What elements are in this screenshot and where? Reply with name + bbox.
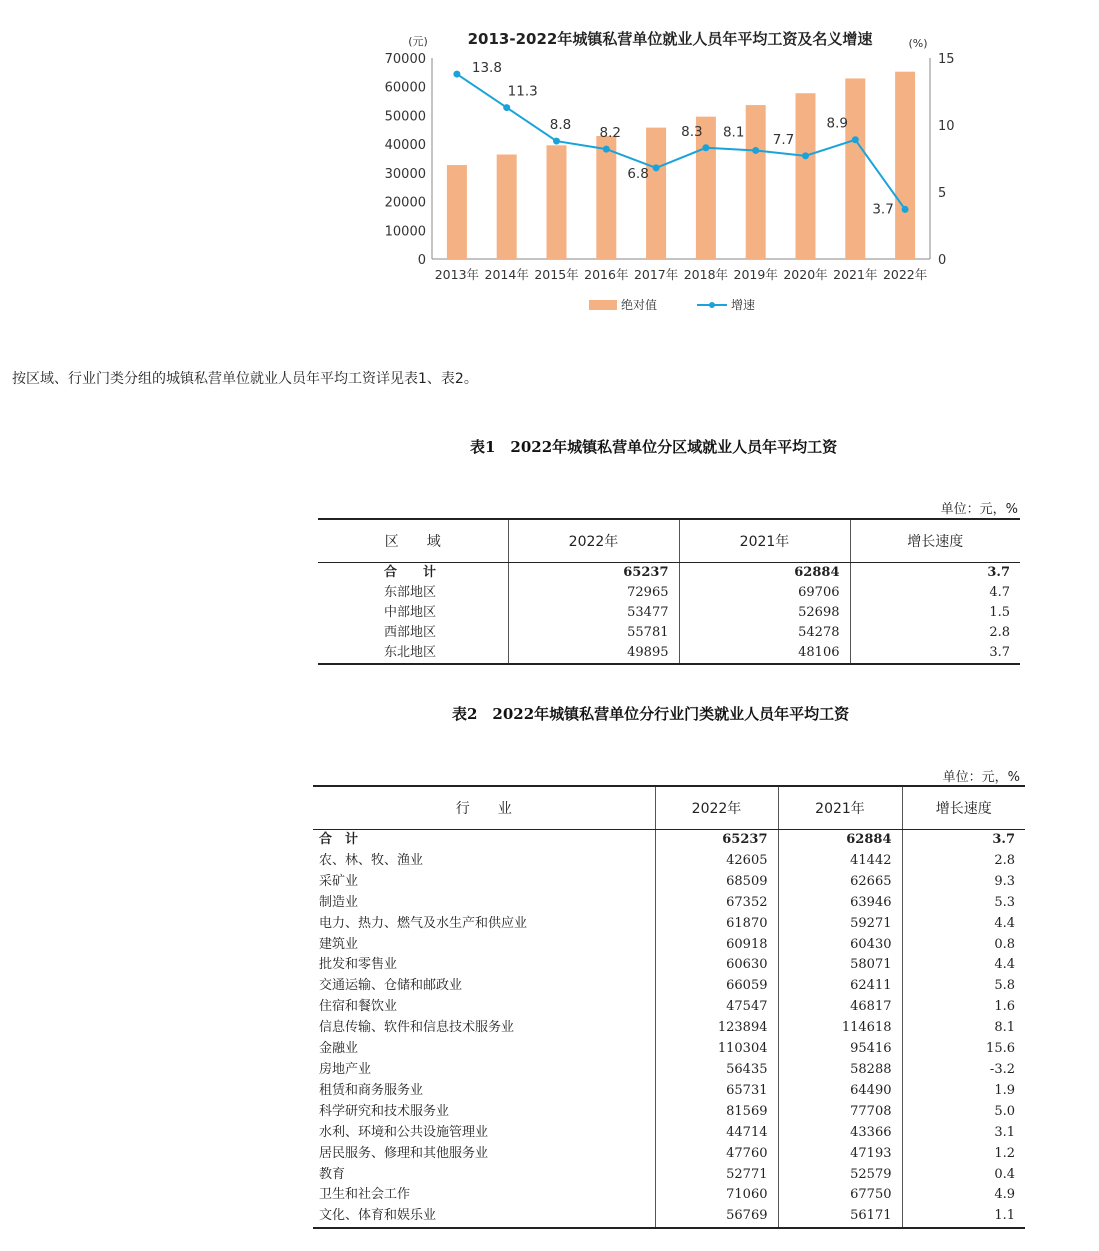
growth-data-label: 8.9 (826, 115, 849, 132)
row-value: 60918 (655, 935, 778, 956)
row-value: 1.6 (902, 997, 1025, 1018)
table1-header-1: 2022年 (508, 519, 679, 563)
row-value: 8.1 (902, 1018, 1025, 1039)
growth-data-label: 8.8 (549, 117, 572, 134)
row-value: 72965 (508, 583, 679, 603)
growth-point (453, 71, 460, 78)
legend-line-label: 增速 (731, 298, 756, 312)
row-label: 租赁和商务服务业 (319, 1082, 424, 1098)
table-row (313, 830, 1025, 851)
row-value: 55781 (508, 623, 679, 643)
legend-bar-swatch (589, 300, 617, 310)
row-value: 65237 (655, 830, 778, 851)
table-row (313, 1123, 1025, 1144)
row-label: 合 计 (318, 563, 508, 584)
row-label: 卫生和社会工作 (319, 1187, 411, 1203)
row-value: 71060 (655, 1185, 778, 1206)
growth-data-label: 11.3 (507, 83, 538, 100)
row-value: 4.7 (850, 583, 1020, 603)
table-row (318, 563, 1020, 584)
growth-point (752, 147, 759, 154)
wage-chart (370, 20, 970, 325)
right-tick-label: 5 (938, 186, 947, 201)
industry-wage-table (313, 785, 1025, 1229)
bar-2019年 (746, 105, 766, 259)
x-tick-label: 2019年 (733, 267, 778, 282)
row-label: 信息传输、软件和信息技术服务业 (319, 1020, 515, 1036)
table-row (313, 1018, 1025, 1039)
table1-header-2: 2021年 (679, 519, 850, 563)
left-tick-label: 50000 (384, 109, 426, 125)
row-value: 60630 (655, 955, 778, 976)
left-tick-label: 20000 (384, 195, 426, 211)
row-value: 64490 (778, 1081, 902, 1102)
growth-point (553, 138, 560, 145)
row-value: 81569 (655, 1102, 778, 1123)
row-value: 15.6 (902, 1039, 1025, 1060)
table-row (313, 1060, 1025, 1081)
row-value: 54278 (679, 623, 850, 643)
row-label: 合 计 (313, 830, 655, 851)
growth-data-label: 3.7 (872, 201, 894, 218)
growth-point (603, 146, 610, 153)
table-row (313, 1165, 1025, 1186)
row-value: 0.4 (902, 1165, 1025, 1186)
region-wage-table (318, 518, 1020, 665)
row-value: 62884 (679, 563, 850, 584)
x-tick-label: 2015年 (534, 267, 579, 282)
row-label: 水利、环境和公共设施管理业 (319, 1124, 489, 1140)
left-tick-label: 0 (417, 253, 426, 268)
row-value: 1.2 (902, 1144, 1025, 1165)
row-value: 5.3 (902, 893, 1025, 914)
bar-2014年 (497, 155, 517, 259)
row-value: 58288 (778, 1060, 902, 1081)
row-value: 1.1 (902, 1206, 1025, 1228)
row-value: 56171 (778, 1206, 902, 1228)
table2-caption: 表2 2022年城镇私营单位分行业门类就业人员年平均工资 (452, 705, 850, 723)
row-value: 66059 (655, 976, 778, 997)
row-value: 69706 (679, 583, 850, 603)
row-value: 59271 (778, 914, 902, 935)
table-row (318, 603, 1020, 623)
left-tick-label: 30000 (384, 166, 426, 182)
row-value: -3.2 (902, 1060, 1025, 1081)
bar-2015年 (547, 145, 567, 259)
row-value: 5.8 (902, 976, 1025, 997)
table2-header-row (313, 786, 1025, 830)
row-value: 9.3 (902, 872, 1025, 893)
row-value: 0.8 (902, 935, 1025, 956)
legend-bar-label: 绝对值 (621, 298, 658, 312)
row-value: 65731 (655, 1081, 778, 1102)
growth-data-label: 8.2 (599, 125, 622, 142)
row-value: 123894 (655, 1018, 778, 1039)
row-value: 49895 (508, 643, 679, 664)
table-row (313, 997, 1025, 1018)
left-tick-label: 60000 (384, 80, 426, 96)
row-value: 53477 (508, 603, 679, 623)
row-label: 电力、热力、燃气及水生产和供应业 (319, 915, 528, 931)
growth-point (702, 144, 709, 151)
table1-header-3: 增长速度 (850, 519, 1020, 563)
intro-text: 按区域、行业门类分组的城镇私营单位就业人员年平均工资详见表1、表2。 (12, 371, 478, 387)
row-value: 63946 (778, 893, 902, 914)
row-value: 52579 (778, 1165, 902, 1186)
growth-point (503, 104, 510, 111)
row-value: 2.8 (850, 623, 1020, 643)
row-label: 居民服务、修理和其他服务业 (319, 1145, 489, 1161)
row-value: 110304 (655, 1039, 778, 1060)
row-value: 52771 (655, 1165, 778, 1186)
right-tick-label: 10 (938, 119, 955, 134)
row-label: 建筑业 (319, 936, 359, 952)
table-row (313, 872, 1025, 893)
legend-line-marker (709, 302, 715, 308)
bar-2021年 (845, 78, 865, 259)
row-value: 47547 (655, 997, 778, 1018)
bar-2013年 (447, 165, 467, 259)
row-label: 住宿和餐饮业 (319, 999, 398, 1015)
row-value: 43366 (778, 1123, 902, 1144)
row-label: 制造业 (319, 894, 359, 910)
row-label: 中部地区 (384, 605, 437, 620)
x-tick-label: 2017年 (633, 267, 679, 282)
x-tick-label: 2020年 (783, 267, 828, 282)
table2-unit: 单位：元，% (942, 770, 1020, 785)
growth-data-label: 7.7 (772, 131, 795, 148)
table1-header-0: 区 域 (318, 519, 508, 563)
row-value: 62665 (778, 872, 902, 893)
table-row (313, 1081, 1025, 1102)
growth-data-label: 6.8 (627, 165, 649, 182)
row-label: 文化、体育和娱乐业 (313, 1206, 655, 1228)
row-value: 5.0 (902, 1102, 1025, 1123)
table-row (318, 623, 1020, 643)
growth-data-label: 8.1 (722, 124, 745, 141)
left-tick-label: 40000 (384, 138, 426, 154)
table-row (313, 1144, 1025, 1165)
table1-caption: 表1 2022年城镇私营单位分区域就业人员年平均工资 (470, 438, 838, 456)
growth-point (852, 136, 859, 143)
bar-2017年 (646, 128, 666, 259)
table-row (313, 1102, 1025, 1123)
table-row (318, 643, 1020, 664)
row-label: 交通运输、仓储和邮政业 (319, 978, 463, 994)
row-value: 4.9 (902, 1185, 1025, 1206)
table-row (313, 914, 1025, 935)
table2-header-3: 增长速度 (902, 786, 1025, 830)
row-value: 4.4 (902, 955, 1025, 976)
row-label: 采矿业 (319, 873, 359, 889)
table-row (313, 851, 1025, 872)
right-tick-label: 0 (938, 253, 947, 268)
x-tick-label: 2021年 (833, 267, 878, 282)
table-row (313, 1185, 1025, 1206)
row-label: 农、林、牧、渔业 (319, 852, 424, 868)
growth-point (802, 152, 809, 159)
row-value: 95416 (778, 1039, 902, 1060)
table2-body (313, 830, 1025, 1229)
growth-point (902, 206, 909, 213)
left-axis-unit: (元) (408, 35, 428, 48)
row-value: 65237 (508, 563, 679, 584)
table1-header-row (318, 519, 1020, 563)
row-value: 68509 (655, 872, 778, 893)
row-value: 3.1 (902, 1123, 1025, 1144)
row-value: 62884 (778, 830, 902, 851)
row-value: 58071 (778, 955, 902, 976)
growth-data-label: 8.3 (681, 123, 703, 140)
table-row (318, 583, 1020, 603)
table-row (313, 1206, 1025, 1228)
row-value: 56769 (655, 1206, 778, 1228)
bar-2022年 (895, 72, 915, 259)
left-tick-label: 70000 (384, 52, 426, 67)
row-value: 3.7 (850, 563, 1020, 584)
row-label: 批发和零售业 (319, 957, 398, 973)
x-tick-label: 2014年 (484, 267, 529, 282)
row-value: 3.7 (902, 830, 1025, 851)
right-tick-label: 15 (938, 52, 955, 67)
table2-header-1: 2022年 (655, 786, 778, 830)
row-value: 67750 (778, 1185, 902, 1206)
table-row (313, 976, 1025, 997)
row-label: 西部地区 (384, 625, 437, 640)
row-value: 2.8 (902, 851, 1025, 872)
row-label: 科学研究和技术服务业 (319, 1103, 450, 1119)
table2-header-2: 2021年 (778, 786, 902, 830)
row-value: 47193 (778, 1144, 902, 1165)
row-label: 房地产业 (319, 1061, 372, 1077)
row-value: 62411 (778, 976, 902, 997)
row-value: 67352 (655, 893, 778, 914)
x-tick-label: 2018年 (683, 267, 729, 282)
row-label: 教育 (319, 1166, 346, 1182)
row-value: 60430 (778, 935, 902, 956)
row-value: 1.9 (902, 1081, 1025, 1102)
table1-unit: 单位：元，% (940, 502, 1018, 517)
bar-2020年 (796, 93, 816, 259)
row-value: 77708 (778, 1102, 902, 1123)
row-value: 47760 (655, 1144, 778, 1165)
bar-2016年 (596, 136, 616, 259)
right-axis-unit: (%) (908, 37, 928, 50)
row-value: 44714 (655, 1123, 778, 1144)
row-value: 1.5 (850, 603, 1020, 623)
table-row (313, 893, 1025, 914)
row-value: 56435 (655, 1060, 778, 1081)
table2-header-0: 行 业 (313, 786, 655, 830)
row-value: 4.4 (902, 914, 1025, 935)
row-value: 52698 (679, 603, 850, 623)
row-value: 42605 (655, 851, 778, 872)
row-value: 61870 (655, 914, 778, 935)
row-label: 东部地区 (384, 585, 437, 600)
table-row (313, 935, 1025, 956)
chart-title: 2013-2022年城镇私营单位就业人员年平均工资及名义增速 (467, 30, 873, 48)
table1-body (318, 563, 1020, 665)
left-tick-label: 10000 (384, 224, 426, 240)
x-tick-label: 2013年 (434, 267, 480, 282)
row-value: 114618 (778, 1018, 902, 1039)
growth-point (653, 164, 660, 171)
row-label: 金融业 (319, 1041, 359, 1057)
growth-data-label: 13.8 (471, 60, 502, 77)
x-tick-label: 2022年 (882, 267, 928, 282)
row-label: 东北地区 (318, 643, 508, 664)
row-value: 3.7 (850, 643, 1020, 664)
table-row (313, 1039, 1025, 1060)
row-value: 48106 (679, 643, 850, 664)
table-row (313, 955, 1025, 976)
row-value: 41442 (778, 851, 902, 872)
row-value: 46817 (778, 997, 902, 1018)
x-tick-label: 2016年 (584, 267, 629, 282)
